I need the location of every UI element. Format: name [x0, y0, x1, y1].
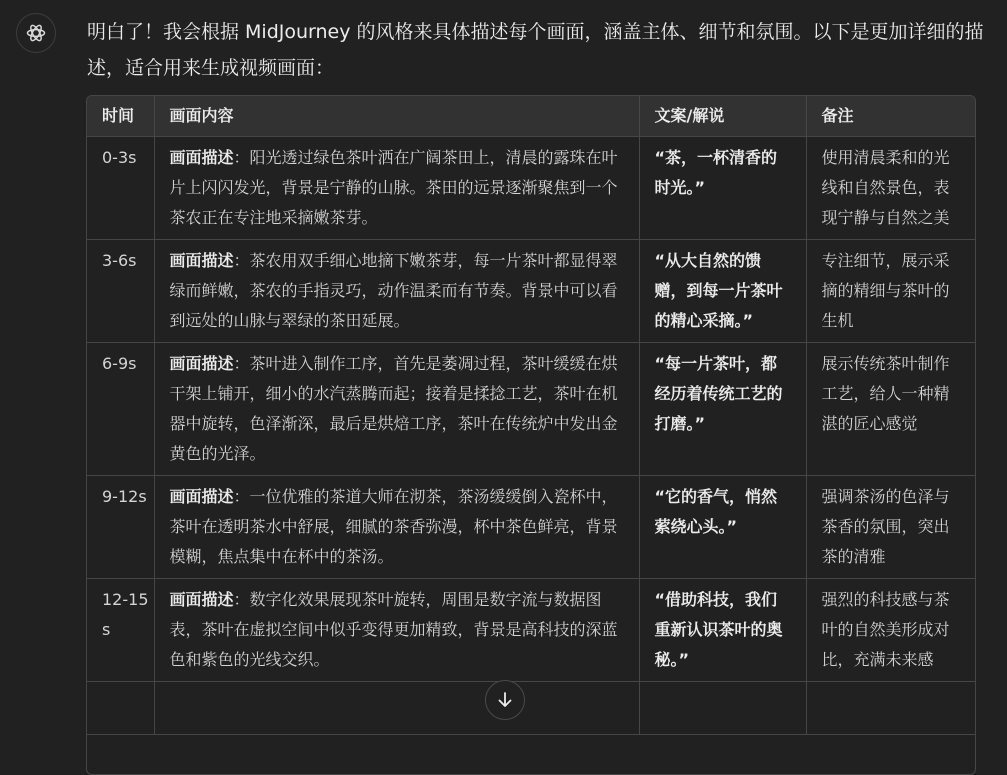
- cell-time: 6-9s: [87, 343, 154, 476]
- cell-copy: “茶，一杯清香的时光。”: [639, 137, 806, 240]
- cell-copy: “借助科技，我们重新认识茶叶的奥秘。”: [639, 579, 806, 682]
- storyboard-table: [86, 95, 976, 775]
- scene-desc: ：阳光透过绿色茶叶洒在广阔茶田上，清晨的露珠在叶片上闪闪发光，背景是宁静的山脉。茶田的远景逐渐聚焦到一个茶农正在专注地采摘嫩茶芽。: [169, 148, 618, 227]
- scene-desc: ：一位优雅的茶道大师在沏茶，茶汤缓缓倒入瓷杯中，茶叶在透明茶水中舒展，细腻的茶香弥漫，杯中茶色鲜亮，背景模糊，焦点集中在杯中的茶汤。: [169, 487, 618, 566]
- table-row: [87, 682, 976, 735]
- cell-scene: [154, 476, 639, 579]
- cell-note: 展示传统茶叶制作工艺，给人一种精湛的匠心感觉: [806, 343, 976, 476]
- table-row: [87, 137, 976, 240]
- cell-note: 强调茶汤的色泽与茶香的氛围，突出茶的清雅: [806, 476, 976, 579]
- cell-scene: [154, 137, 639, 240]
- table-header-row: [87, 96, 976, 137]
- cell-time: 0-3s: [87, 137, 154, 240]
- arrow-down-icon: [496, 691, 514, 709]
- scene-desc: ：茶叶进入制作工序，首先是萎凋过程，茶叶缓缓在烘干架上铺开，细小的水汽蒸腾而起；接着是揉捻工艺，茶叶在机器中旋转，色泽渐深，最后是烘焙工序，茶叶在传统炉中发出金黄色的光泽。: [169, 354, 618, 463]
- header-scene: 画面内容: [154, 96, 639, 137]
- cell-copy: “它的香气，悄然萦绕心头。”: [639, 476, 806, 579]
- scene-label: 画面描述: [169, 590, 234, 609]
- scene-label: 画面描述: [169, 148, 234, 167]
- cell-note: 专注细节，展示采摘的精细与茶叶的生机: [806, 240, 976, 343]
- scene-label: 画面描述: [169, 251, 234, 270]
- cell-scene: [154, 240, 639, 343]
- cell-time: 9-12s: [87, 476, 154, 579]
- cell-scene: [154, 343, 639, 476]
- table-row: [87, 240, 976, 343]
- scroll-to-bottom-button[interactable]: [485, 680, 525, 720]
- scene-desc: ：数字化效果展现茶叶旋转，周围是数字流与数据图表，茶叶在虚拟空间中似乎变得更加精致，背景是高科技的深蓝色和紫色的光线交织。: [169, 590, 618, 669]
- cell-copy: “每一片茶叶，都经历着传统工艺的打磨。”: [639, 343, 806, 476]
- scene-label: 画面描述: [169, 487, 234, 506]
- header-time: 时间: [87, 96, 154, 137]
- cell-note: 使用清晨柔和的光线和自然景色，表现宁静与自然之美: [806, 137, 976, 240]
- openai-logo-icon: [24, 21, 48, 45]
- table-row: [87, 579, 976, 682]
- assistant-message-intro: 明白了！我会根据 MidJourney 的风格来具体描述每个画面，涵盖主体、细节和氛围。以下是更加详细的描述，适合用来生成视频画面：: [87, 21, 984, 79]
- cell-scene: [154, 579, 639, 682]
- cell-note: 强烈的科技感与茶叶的自然美形成对比，充满未来感: [806, 579, 976, 682]
- cell-time: 12-15s: [87, 579, 154, 682]
- scene-desc: ：茶农用双手细心地摘下嫩茶芽，每一片茶叶都显得翠绿而鲜嫩，茶农的手指灵巧，动作温柔而有节奏。背景中可以看到远处的山脉与翠绿的茶田延展。: [169, 251, 618, 330]
- table-row: [87, 343, 976, 476]
- scene-label: 画面描述: [169, 354, 234, 373]
- header-copy: 文案/解说: [639, 96, 806, 137]
- cell-time: 3-6s: [87, 240, 154, 343]
- assistant-avatar: [16, 13, 56, 53]
- cell-copy: “从大自然的馈赠，到每一片茶叶的精心采摘。”: [639, 240, 806, 343]
- header-note: 备注: [806, 96, 976, 137]
- table-row: [87, 476, 976, 579]
